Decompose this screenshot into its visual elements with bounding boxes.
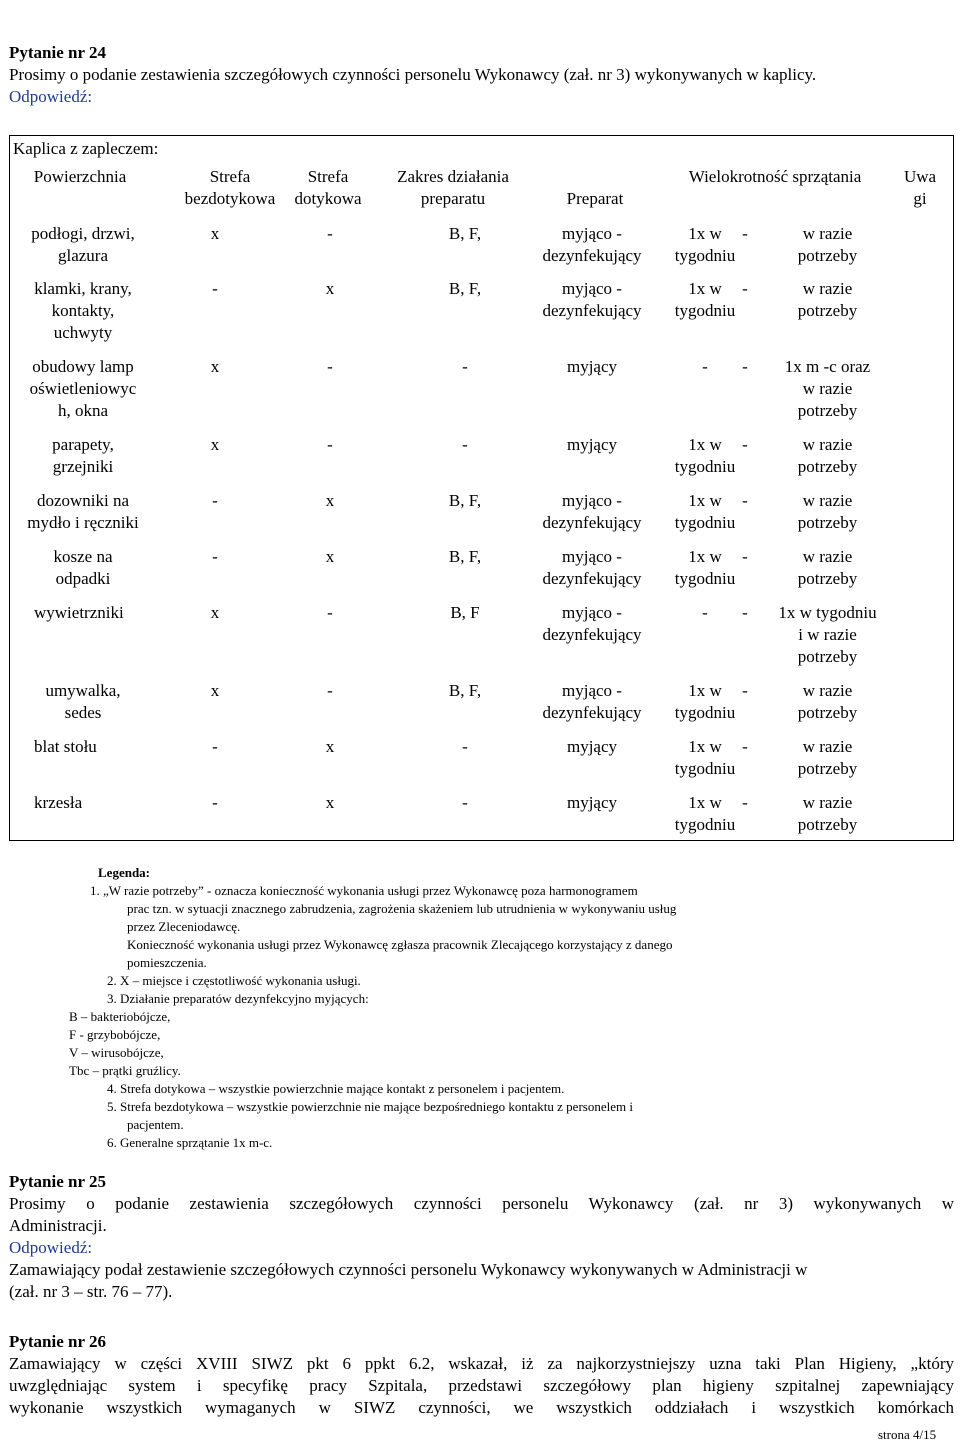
cell-surface (10, 434, 156, 478)
cell-frequency-weekly (660, 736, 750, 780)
question-25-text: Administracji. (9, 1216, 107, 1235)
cell-surface (10, 546, 156, 590)
question-26-text: Zamawiający w części XVIII SIWZ pkt 6 ppkt 6.2, wskazał, iż za najkorzystniejszy uzna taki Plan Higieny, „który (9, 1354, 954, 1373)
cell-zone-no-touch: x (210, 357, 220, 376)
cell-frequency-as-needed-line: w razie (802, 547, 853, 566)
cell-preparation-line: myjący (566, 435, 618, 454)
cell-surface-line: sedes (64, 703, 102, 722)
cell-frequency-weekly (660, 223, 750, 267)
cell-frequency-weekly-line: 1x w (688, 547, 722, 566)
question-24-heading: Pytanie nr 24 (9, 43, 106, 62)
cell-frequency-dash: - (742, 279, 748, 298)
cell-scope: - (462, 793, 468, 812)
legend-line: pomieszczenia. (127, 955, 207, 970)
header-scope: Zakres działania preparatu (397, 167, 509, 208)
cell-surface (10, 490, 156, 534)
cell-frequency-dash: - (742, 357, 748, 376)
cell-preparation-line: myjąco - (562, 547, 622, 566)
cell-preparation (532, 356, 652, 378)
legend-line: pacjentem. (127, 1117, 184, 1132)
cell-surface (10, 278, 156, 344)
cell-surface (34, 602, 124, 624)
cell-preparation (532, 490, 652, 534)
legend-line: prac tzn. w sytuacji znacznego zabrudzenia, zagrożenia skażeniem lub utrudnienia w wykonywaniu usług (127, 901, 677, 916)
cell-frequency-weekly (660, 680, 750, 724)
cell-preparation-line: myjący (566, 737, 618, 756)
legend-line: Konieczność wykonania usługi przez Wykonawcę zgłasza pracownik Zlecającego korzystający z danego (127, 937, 673, 952)
question-25 (9, 1171, 954, 1303)
legend-line: 1. „W razie potrzeby” - oznacza konieczność wykonania usługi przez Wykonawcę poza harmonogramem (90, 883, 638, 898)
cell-frequency-weekly-line: tygodniu (674, 457, 736, 476)
cell-frequency-weekly-line: tygodniu (674, 815, 736, 834)
cell-scope: - (462, 357, 468, 376)
cell-surface-line: parapety, (52, 435, 114, 454)
cell-frequency-as-needed-line: i w razie (798, 625, 857, 644)
cell-zone-no-touch: - (212, 491, 218, 510)
cell-frequency-weekly-line: tygodniu (674, 759, 736, 778)
cell-zone-touch: - (327, 357, 333, 376)
cell-frequency-as-needed (765, 434, 890, 478)
cell-surface-line: odpadki (55, 569, 111, 588)
cell-zone-touch: x (325, 737, 335, 756)
cleaning-table (9, 135, 954, 841)
legend-line: 2. X – miejsce i częstotliwość wykonania usługi. (107, 973, 361, 988)
cell-frequency-weekly-line: 1x w (688, 435, 722, 454)
cell-frequency-as-needed (765, 736, 890, 780)
cell-preparation (532, 792, 652, 814)
cell-zone-touch: x (325, 279, 335, 298)
cell-frequency-as-needed-line: potrzeby (797, 815, 858, 834)
cell-surface (10, 223, 156, 267)
cell-preparation-line: dezynfekujący (542, 625, 642, 644)
cell-frequency-weekly-line: 1x w (688, 681, 722, 700)
legend-title: Legenda: (98, 865, 150, 880)
cell-preparation-line: dezynfekujący (542, 513, 642, 532)
legend-line: 4. Strefa dotykowa – wszystkie powierzchnie mające kontakt z personelem i pacjentem. (107, 1081, 565, 1096)
cell-frequency-as-needed (765, 278, 890, 322)
question-26-text: uwzględniając system i specyfikę pracy Szpitala, przedstawi szczegółowy plan higieny szpitalnej zapewniający (9, 1376, 954, 1395)
cell-preparation-line: dezynfekujący (542, 246, 642, 265)
question-25-text: Prosimy o podanie zestawienia szczegółowych czynności personelu Wykonawcy (zał. nr 3) wykonywanych w (9, 1194, 954, 1213)
cell-frequency-weekly-line: 1x w (688, 279, 722, 298)
cell-surface-line: podłogi, drzwi, (31, 224, 135, 243)
legend-line: B – bakteriobójcze, (69, 1009, 171, 1024)
legend-line: F - grzybobójcze, (69, 1027, 161, 1042)
table-title: Kaplica z zapleczem: (13, 139, 159, 158)
cell-frequency-dash: - (742, 793, 748, 812)
cell-zone-no-touch: - (212, 547, 218, 566)
cell-frequency-dash: - (742, 435, 748, 454)
cell-preparation-line: dezynfekujący (542, 569, 642, 588)
cell-preparation-line: myjąco - (562, 603, 622, 622)
cell-frequency-dash: - (742, 603, 748, 622)
cell-preparation-line: myjąco - (562, 224, 622, 243)
question-26-text: wykonanie wszystkich wymaganych w SIWZ czynności, we wszystkich oddziałach i wszystkich komórkach (9, 1398, 954, 1417)
cell-frequency-weekly (660, 278, 750, 322)
cell-surface (10, 680, 156, 724)
header-zone-touch: Strefa dotykowa (294, 167, 362, 208)
cell-zone-no-touch: - (212, 737, 218, 756)
cell-frequency-dash: - (742, 737, 748, 756)
cell-frequency-as-needed (765, 490, 890, 534)
cell-surface (34, 792, 82, 814)
cell-frequency-as-needed-line: 1x m -c oraz (784, 357, 871, 376)
cell-zone-touch: x (325, 491, 335, 510)
cell-scope: - (462, 435, 468, 454)
question-26-heading: Pytanie nr 26 (9, 1332, 106, 1351)
cell-scope: B, F, (448, 491, 482, 510)
cell-frequency-as-needed-line: potrzeby (797, 703, 858, 722)
cell-scope: B, F, (448, 279, 482, 298)
cell-zone-no-touch: x (210, 681, 220, 700)
cell-scope: - (462, 737, 468, 756)
cell-frequency-as-needed (765, 680, 890, 724)
cell-frequency-weekly-line: tygodniu (674, 569, 736, 588)
cell-preparation (532, 434, 652, 456)
question-25-heading: Pytanie nr 25 (9, 1172, 106, 1191)
cell-frequency-weekly-line: - (702, 357, 708, 376)
legend-line: przez Zleceniodawcę. (127, 919, 241, 934)
legend-line: 3. Działanie preparatów dezynfekcyjno myjących: (107, 991, 369, 1006)
cell-frequency-weekly (660, 490, 750, 534)
cell-surface-line: mydło i ręczniki (27, 513, 139, 532)
question-24 (9, 42, 954, 108)
cell-surface-line: umywalka, (45, 681, 121, 700)
cell-preparation-line: dezynfekujący (542, 703, 642, 722)
cell-frequency-as-needed-line: potrzeby (797, 647, 858, 666)
cell-zone-touch: - (327, 435, 333, 454)
cell-frequency-dash: - (742, 491, 748, 510)
cell-surface-line: grzejniki (52, 457, 114, 476)
cell-frequency-weekly (660, 546, 750, 590)
cell-scope: B, F, (448, 681, 482, 700)
question-25-answer: (zał. nr 3 – str. 76 – 77). (9, 1282, 173, 1301)
legend-line: V – wirusobójcze, (69, 1045, 164, 1060)
cell-zone-no-touch: x (210, 603, 220, 622)
cell-frequency-as-needed-line: w razie (802, 491, 853, 510)
cell-zone-no-touch: x (210, 435, 220, 454)
cell-surface-line: oświetleniowyc (29, 379, 137, 398)
header-frequency: Wielokrotność sprzątania (688, 167, 862, 186)
cell-zone-touch: x (325, 547, 335, 566)
cell-preparation-line: dezynfekujący (542, 301, 642, 320)
cell-frequency-weekly-line: 1x w (688, 793, 722, 812)
cell-frequency-as-needed-line: potrzeby (797, 401, 858, 420)
cell-scope: B, F (450, 603, 480, 622)
cell-frequency-as-needed-line: w razie (802, 737, 853, 756)
cell-preparation (532, 736, 652, 758)
cell-frequency-as-needed (765, 356, 890, 422)
cell-preparation (532, 278, 652, 322)
cell-frequency-as-needed-line: potrzeby (797, 301, 858, 320)
cell-surface-line: uchwyty (53, 323, 113, 342)
cell-frequency-weekly-line: 1x w (688, 737, 722, 756)
header-notes: Uwa gi (903, 167, 937, 208)
question-25-answer: Zamawiający podał zestawienie szczegółowych czynności personelu Wykonawcy wykonywanych w Administracji w (9, 1260, 808, 1279)
cell-preparation-line: myjący (566, 357, 618, 376)
header-surface: Powierzchnia (33, 167, 127, 186)
cell-frequency-as-needed-line: w razie (802, 435, 853, 454)
cell-zone-touch: - (327, 224, 333, 243)
cell-preparation-line: myjąco - (562, 681, 622, 700)
cell-surface-line: klamki, krany, (34, 279, 132, 298)
cell-frequency-weekly-line: 1x w (688, 224, 722, 243)
cell-preparation-line: myjąco - (562, 279, 622, 298)
cell-frequency-weekly-line: tygodniu (674, 513, 736, 532)
cell-surface-line: wywietrzniki (34, 603, 124, 622)
cell-frequency-as-needed-line: w razie (802, 681, 853, 700)
cell-frequency-as-needed (765, 546, 890, 590)
cell-frequency-as-needed (765, 223, 890, 267)
legend-line: 5. Strefa bezdotykowa – wszystkie powierzchnie nie mające bezpośredniego kontaktu z personelem i (107, 1099, 633, 1114)
cell-frequency-dash: - (742, 547, 748, 566)
cell-zone-no-touch: x (210, 224, 220, 243)
cell-scope: B, F, (448, 547, 482, 566)
cell-frequency-weekly (660, 356, 750, 378)
cell-frequency-weekly (660, 434, 750, 478)
header-zone-no-touch: Strefa bezdotykowa (184, 167, 276, 208)
cell-frequency-as-needed-line: w razie (802, 793, 853, 812)
cell-zone-touch: - (327, 681, 333, 700)
cell-frequency-weekly-line: 1x w (688, 491, 722, 510)
cell-frequency-weekly-line: - (702, 603, 708, 622)
cell-scope: B, F, (448, 224, 482, 243)
legend (69, 864, 799, 1152)
cell-preparation-line: myjący (566, 793, 618, 812)
cell-surface-line: krzesła (34, 793, 83, 812)
cell-frequency-dash: - (742, 681, 748, 700)
cell-surface-line: obudowy lamp (32, 357, 134, 376)
question-25-answer-label: Odpowiedź: (9, 1238, 93, 1257)
cell-preparation-line: myjąco - (562, 491, 622, 510)
cell-surface-line: glazura (57, 246, 109, 265)
cell-surface-line: h, okna (57, 401, 109, 420)
cell-frequency-as-needed-line: 1x w tygodniu (778, 603, 877, 622)
question-24-answer-label: Odpowiedź: (9, 87, 93, 106)
cell-surface-line: dozowniki na (36, 491, 130, 510)
cell-zone-touch: x (325, 793, 335, 812)
cell-frequency-as-needed (765, 602, 890, 668)
cell-preparation (532, 546, 652, 590)
legend-line: 6. Generalne sprzątanie 1x m-c. (107, 1135, 273, 1150)
cell-frequency-as-needed-line: potrzeby (797, 246, 858, 265)
cell-frequency-weekly (660, 792, 750, 836)
cell-preparation (532, 602, 652, 646)
cell-surface (34, 736, 97, 758)
cell-frequency-weekly (660, 602, 750, 624)
cell-preparation (532, 223, 652, 267)
cell-frequency-as-needed-line: w razie (802, 379, 853, 398)
cell-zone-touch: - (327, 603, 333, 622)
question-26 (9, 1331, 954, 1419)
cell-preparation (532, 680, 652, 724)
page-number: strona 4/15 (878, 1427, 937, 1442)
header-preparation: Preparat (566, 189, 624, 208)
cell-frequency-as-needed-line: potrzeby (797, 569, 858, 588)
cell-surface-line: kontakty, (51, 301, 115, 320)
cell-frequency-dash: - (742, 224, 748, 243)
cell-frequency-weekly-line: tygodniu (674, 301, 736, 320)
cell-frequency-as-needed (765, 792, 890, 836)
cell-frequency-as-needed-line: potrzeby (797, 513, 858, 532)
cell-frequency-as-needed-line: potrzeby (797, 457, 858, 476)
cell-zone-no-touch: - (212, 793, 218, 812)
cell-frequency-as-needed-line: w razie (802, 279, 853, 298)
cell-zone-no-touch: - (212, 279, 218, 298)
cell-frequency-as-needed-line: w razie (802, 224, 853, 243)
cell-frequency-as-needed-line: potrzeby (797, 759, 858, 778)
cell-surface-line: blat stołu (34, 737, 97, 756)
question-24-text: Prosimy o podanie zestawienia szczegółowych czynności personelu Wykonawcy (zał. nr 3) wykonywanych w kaplicy. (9, 65, 817, 84)
legend-line: Tbc – prątki gruźlicy. (69, 1063, 181, 1078)
cell-surface (10, 356, 156, 422)
cell-surface-line: kosze na (53, 547, 113, 566)
cell-frequency-weekly-line: tygodniu (674, 246, 736, 265)
cell-frequency-weekly-line: tygodniu (674, 703, 736, 722)
